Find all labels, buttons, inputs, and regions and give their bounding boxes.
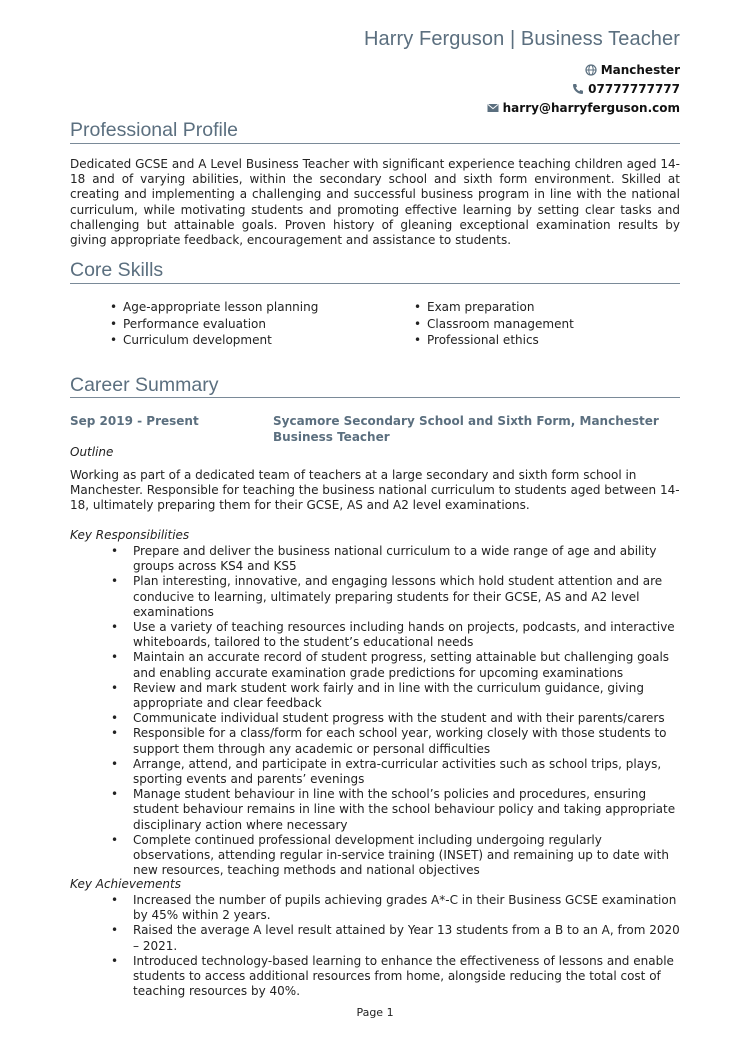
- job-employer: Sycamore Secondary School and Sixth Form, Manchester: [273, 414, 659, 428]
- email-link[interactable]: harry@harryferguson.com: [502, 101, 680, 115]
- skills-list-right: [414, 299, 574, 349]
- list-item: • Curriculum development: [110, 332, 318, 349]
- list-item: • Introduced technology-based learning to enhance the effectiveness of lessons and enable students to access additional resources from home, alongside reducing the total cost of teaching resources by 40%.: [133, 954, 683, 1000]
- list-item: • Professional ethics: [414, 332, 574, 349]
- achievements-label: Key Achievements: [70, 877, 181, 891]
- list-item: • Exam preparation: [414, 299, 574, 316]
- globe-icon: [585, 64, 597, 76]
- list-item: • Responsible for a class/form for each school year, working closely with those students to support them through any academic or personal difficulties: [133, 726, 683, 756]
- profile-text: Dedicated GCSE and A Level Business Teacher with significant experience teaching children aged 14-18 and of varying abilities, within the secondary school and sixth form environment. Skilled at creating and implementing a challenging and successful business program in line with the national curriculum, while motivating students and promoting effective learning by setting clear tasks and challenging but attainable goals. Proven history of gleaning exceptional examination results by giving appropriate feedback, encouragement and assistance to students.: [70, 157, 680, 248]
- contact-email[interactable]: [487, 101, 680, 115]
- list-item: • Arrange, attend, and participate in extra-curricular activities such as school trips, plays, sporting events and parents’ evenings: [133, 757, 683, 787]
- envelope-icon: [487, 102, 499, 114]
- list-item: • Plan interesting, innovative, and engaging lessons which hold student attention and are conducive to learning, ultimately preparing students for their GCSE, AS and A2 level examinations: [133, 574, 683, 620]
- career-heading: Career Summary: [70, 374, 219, 396]
- list-item: • Increased the number of pupils achieving grades A*-C in their Business GCSE examination by 45% within 2 years.: [133, 893, 683, 923]
- list-item: • Performance evaluation: [110, 316, 318, 333]
- job-employer-block: [273, 414, 659, 445]
- list-item: • Manage student behaviour in line with the school’s policies and procedures, ensuring student behaviour remains in line with the school behaviour policy and taking appropriate disciplinary action where necessary: [133, 787, 683, 833]
- job-role: Business Teacher: [273, 429, 390, 444]
- list-item: • Prepare and deliver the business national curriculum to a wide range of age and ability groups across KS4 and KS5: [133, 544, 683, 574]
- list-item: • Communicate individual student progress with the student and with their parents/carers: [133, 711, 683, 726]
- skills-list-left: [110, 299, 318, 349]
- profile-divider: [70, 143, 680, 144]
- profile-heading: Professional Profile: [70, 119, 238, 141]
- list-item: • Classroom management: [414, 316, 574, 333]
- list-item: • Complete continued professional development including undergoing regularly observations, attending regular in-service training (INSET) and remaining up to date with new resources, teaching methods and national objectives: [133, 833, 683, 879]
- outline-label: Outline: [70, 445, 114, 459]
- list-item: • Age-appropriate lesson planning: [110, 299, 318, 316]
- location-text: Manchester: [600, 63, 680, 77]
- skills-heading: Core Skills: [70, 259, 164, 281]
- career-divider: [70, 397, 680, 398]
- list-item: • Review and mark student work fairly and in line with the curriculum guidance, giving appropriate and clear feedback: [133, 681, 683, 711]
- outline-text: Working as part of a dedicated team of teachers at a large secondary and sixth form school in Manchester. Responsible for teaching the business national curriculum to students aged between 14-18, ultimately preparing them for their GCSE, AS and A2 level examinations.: [70, 468, 680, 513]
- phone-text: 07777777777: [588, 82, 680, 96]
- achievements-list: [133, 893, 683, 999]
- job-dates: Sep 2019 - Present: [70, 414, 199, 428]
- list-item: • Maintain an accurate record of student progress, setting attainable but challenging goals and enabling accurate examination grade predictions for upcoming examinations: [133, 650, 683, 680]
- skills-divider: [70, 283, 680, 284]
- name-title: Harry Ferguson | Business Teacher: [363, 28, 680, 50]
- list-item: • Raised the average A level result attained by Year 13 students from a B to an A, from 2020 – 2021.: [133, 923, 683, 953]
- page-number: Page 1: [356, 1006, 394, 1019]
- responsibilities-label: Key Responsibilities: [70, 528, 190, 542]
- list-item: • Use a variety of teaching resources including hands on projects, podcasts, and interactive whiteboards, tailored to the student’s educational needs: [133, 620, 683, 650]
- phone-icon: [572, 83, 584, 95]
- contact-location: [585, 63, 680, 77]
- responsibilities-list: [133, 544, 683, 878]
- contact-phone: [572, 82, 680, 96]
